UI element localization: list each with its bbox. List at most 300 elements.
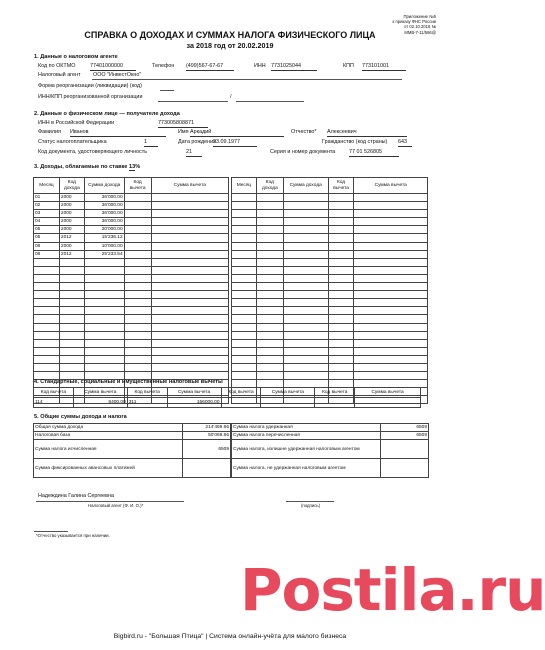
deduction-code-cell [328, 250, 354, 258]
income-code-cell: 2000 [59, 218, 84, 226]
deduction-code-cell [328, 299, 354, 307]
month-cell [232, 194, 257, 202]
deduction-code-cell [328, 234, 354, 242]
income-code-cell [59, 339, 84, 347]
oktmo-value: 77401000000 [90, 63, 136, 71]
table-row [34, 202, 229, 210]
month-cell [232, 210, 257, 218]
income-amount-cell [283, 218, 328, 226]
income-code-cell [59, 266, 84, 274]
month-cell: 05 [34, 226, 60, 234]
income-amount-cell [283, 274, 328, 282]
month-cell [232, 299, 257, 307]
deduction-code-cell [124, 234, 151, 242]
table-row [232, 210, 428, 218]
tax-rate: 13 [128, 164, 136, 170]
name-value: Аркадий [190, 129, 284, 137]
table-row [232, 315, 428, 323]
withheld-value: 6509 [381, 424, 429, 432]
income-code-cell [256, 299, 283, 307]
deductions-table [33, 387, 421, 408]
deduction-code-cell [124, 242, 151, 250]
deduction-amount-cell [151, 339, 228, 347]
deduction-amount-cell [151, 258, 228, 266]
income-amount-cell [84, 355, 124, 363]
deduction-amount-cell [151, 315, 228, 323]
table-row [232, 323, 428, 331]
income-code-cell [256, 372, 283, 380]
col-deduction-amount-right: Сумма вычета [354, 178, 428, 194]
deduction-amount-cell [151, 355, 228, 363]
income-amount-cell [283, 266, 328, 274]
excess-withheld-value [381, 440, 429, 459]
deduction-code-cell [124, 266, 151, 274]
income-code-cell [59, 307, 84, 315]
transferred-label: Сумма налога перечисленная [232, 432, 381, 440]
deduction-amount-cell [354, 210, 428, 218]
income-amount-cell [283, 210, 328, 218]
deduction-amount-cell [151, 307, 228, 315]
income-amount-cell [84, 291, 124, 299]
deduction-code-cell [124, 323, 151, 331]
tax-base-value: 50'069.66 [183, 432, 231, 440]
deduction-amount-cell [151, 299, 228, 307]
deduction-amount-cell [151, 323, 228, 331]
table-row [34, 299, 229, 307]
deduction-code-cell [328, 315, 354, 323]
table-row [34, 274, 229, 282]
income-amount-cell [84, 363, 124, 371]
deduction-amount-cell [354, 339, 428, 347]
deduction-amount-header-2: Сумма вычета [167, 388, 221, 398]
doc-code-label: Код документа, удостоверяющего личность [38, 149, 148, 155]
income-amount-cell [84, 315, 124, 323]
table-row [232, 299, 428, 307]
reorg-label: Форма реорганизации (ликвидации) (код) [38, 83, 142, 89]
tax-calc-label: Сумма налога исчисленная [34, 440, 183, 459]
table-row [232, 226, 428, 234]
agent-caption: Налоговый агент (Ф. И. О.)* [88, 503, 144, 508]
deduction-code-cell [328, 347, 354, 355]
income-amount-cell [84, 266, 124, 274]
table-row [34, 218, 229, 226]
deduction-code-cell [328, 274, 354, 282]
month-cell [34, 363, 60, 371]
deduction-amount-cell [354, 258, 428, 266]
person-inn-label: ИНН в Российской Федерации [38, 120, 115, 126]
income-amount-cell [283, 234, 328, 242]
section2-heading: 2. Данные о физическом лице — получателе дохода [34, 111, 180, 117]
income-amount-cell: 25'233.54 [84, 250, 124, 258]
not-withheld-label: Сумма налога, не удержанная налоговым агентом [232, 459, 381, 478]
deduction-code-cell [328, 218, 354, 226]
deduction-amount-cell [354, 347, 428, 355]
deduction-code-cell [124, 315, 151, 323]
income-amount-cell [283, 202, 328, 210]
citizenship-label: Гражданство (код страны) [322, 139, 388, 145]
col-month-right: Месяц [232, 178, 257, 194]
month-cell [232, 242, 257, 250]
month-cell [232, 323, 257, 331]
income-amount-cell: 15'236.12 [84, 234, 124, 242]
deduction-amount-cell [354, 283, 428, 291]
income-amount-cell [283, 339, 328, 347]
withheld-label: Сумма налога удержанная [232, 424, 381, 432]
deduction-amount-cell [151, 291, 228, 299]
income-code-cell: 2000 [59, 226, 84, 234]
deduction-amount-header-1: Сумма вычета [73, 388, 127, 398]
col-income-code-right: Код дохода [256, 178, 283, 194]
percent-sign: % [135, 164, 141, 170]
deduction-code-header-4: Код вычета [315, 388, 355, 398]
appendix-note: Приложение №5 к приказу ФНС России от 02.10.2018 № ММВ-7-11/566@ [392, 14, 436, 35]
deduction-amount-cell [354, 234, 428, 242]
month-cell [34, 258, 60, 266]
table-row [34, 331, 229, 339]
income-code-cell [256, 283, 283, 291]
reorg-inn-label: ИНН/КПП реорганизованной организации [38, 94, 143, 100]
month-cell: 06 [34, 250, 60, 258]
table-row [232, 339, 428, 347]
doc-series-label: Серия и номер документа [270, 149, 336, 155]
deduction-amount-2: 156000.00 [167, 398, 221, 408]
month-cell [34, 323, 60, 331]
deduction-amount-cell [354, 218, 428, 226]
deduction-code-cell [124, 250, 151, 258]
fixed-advance-label: Сумма фиксированных авансовых платежей [34, 459, 183, 478]
income-amount-cell [283, 291, 328, 299]
income-amount-cell [283, 226, 328, 234]
month-cell [232, 266, 257, 274]
income-amount-cell [283, 347, 328, 355]
deduction-amount-header-4: Сумма вычета [355, 388, 421, 398]
month-cell [232, 283, 257, 291]
col-deduction-amount: Сумма вычета [151, 178, 228, 194]
income-code-cell [256, 339, 283, 347]
table-row [232, 258, 428, 266]
deduction-amount-cell [151, 226, 228, 234]
section4-heading: 4. Стандартные, социальные и имущественные налоговые вычеты [34, 379, 223, 385]
month-cell [232, 291, 257, 299]
deduction-amount-cell [151, 266, 228, 274]
deduction-code-cell [124, 194, 151, 202]
month-cell [232, 315, 257, 323]
deduction-amount-4 [355, 398, 421, 408]
income-amount-cell [283, 363, 328, 371]
deduction-amount-cell [151, 347, 228, 355]
dob-label: Дата рождения [178, 139, 217, 145]
income-code-cell [256, 210, 283, 218]
deduction-code-header-2: Код вычета [127, 388, 167, 398]
income-amount-cell [283, 355, 328, 363]
agent-inn-label: ИНН [254, 63, 266, 69]
table-row [34, 258, 229, 266]
table-row [34, 347, 229, 355]
deduction-code-cell [328, 339, 354, 347]
deduction-code-cell [328, 363, 354, 371]
income-code-cell [256, 291, 283, 299]
deduction-code-cell [328, 291, 354, 299]
deduction-code-cell [124, 218, 151, 226]
col-deduction-code-right: Код вычета [328, 178, 354, 194]
income-code-cell [59, 347, 84, 355]
sign-caption: (подпись) [301, 503, 321, 508]
deduction-code-4 [315, 398, 355, 408]
table-row [232, 242, 428, 250]
income-amount-cell [84, 339, 124, 347]
dob-value: 23.09.1977 [213, 139, 257, 147]
table-row [232, 307, 428, 315]
deduction-code-cell [328, 331, 354, 339]
table-row [34, 323, 229, 331]
col-deduction-code: Код вычета [124, 178, 151, 194]
agent-label: Налоговый агент [38, 72, 81, 78]
not-withheld-value [381, 459, 429, 478]
month-cell [34, 347, 60, 355]
month-cell [34, 299, 60, 307]
deduction-amount-cell [354, 242, 428, 250]
table-row [232, 218, 428, 226]
month-cell [232, 250, 257, 258]
month-cell [232, 339, 257, 347]
citizenship-value: 643 [398, 139, 412, 147]
income-amount-cell [283, 331, 328, 339]
month-cell: 01 [34, 194, 60, 202]
income-code-cell [256, 307, 283, 315]
income-table-right [231, 177, 428, 404]
income-code-cell [256, 274, 283, 282]
deduction-amount-cell [151, 210, 228, 218]
table-row [232, 363, 428, 371]
deduction-amount-cell [354, 372, 428, 380]
income-code-cell [256, 347, 283, 355]
table-row [232, 355, 428, 363]
income-amount-cell [283, 299, 328, 307]
month-cell [232, 355, 257, 363]
table-row [232, 250, 428, 258]
income-code-cell: 2012 [59, 250, 84, 258]
income-code-cell [256, 202, 283, 210]
deduction-amount-cell [151, 250, 228, 258]
tax-base-label: Налоговая база [34, 432, 183, 440]
table-row [34, 283, 229, 291]
income-amount-cell: 36'000.00 [84, 194, 124, 202]
kpp-value: 773101001 [362, 63, 406, 71]
month-cell: 02 [34, 202, 60, 210]
table-row [34, 339, 229, 347]
phone-label: Телефон [152, 63, 175, 69]
table-row [232, 372, 428, 380]
deduction-amount-3 [261, 398, 315, 408]
income-code-cell [59, 291, 84, 299]
deduction-code-cell [328, 307, 354, 315]
col-month: Месяц [34, 178, 60, 194]
deduction-code-cell [124, 291, 151, 299]
deduction-code-cell [328, 283, 354, 291]
month-cell [34, 307, 60, 315]
month-cell: 03 [34, 210, 60, 218]
income-code-cell [59, 299, 84, 307]
income-code-cell [59, 258, 84, 266]
deduction-code-cell [328, 226, 354, 234]
income-code-cell [59, 323, 84, 331]
income-code-cell: 2000 [59, 202, 84, 210]
deduction-code-cell [124, 331, 151, 339]
section1-heading: 1. Данные о налоговом агенте [34, 54, 118, 60]
table-row [34, 355, 229, 363]
month-cell [34, 291, 60, 299]
doc-code-value: 21 [186, 149, 202, 157]
excess-withheld-label: Сумма налога, излишне удержанная налоговым агентом [232, 440, 381, 459]
person-inn-value: 773005808871 [158, 120, 208, 128]
month-cell [232, 258, 257, 266]
agent-value: ООО "ИнвестОкно" [93, 72, 142, 78]
table-row [34, 226, 229, 234]
deduction-amount-cell [354, 226, 428, 234]
table-row [232, 274, 428, 282]
deduction-amount-cell [151, 363, 228, 371]
income-code-cell [256, 323, 283, 331]
table-row [232, 234, 428, 242]
month-cell [34, 266, 60, 274]
deduction-code-header-1: Код вычета [34, 388, 74, 398]
income-amount-cell [84, 307, 124, 315]
income-code-cell [59, 355, 84, 363]
total-income-label: Общая сумма дохода [34, 424, 183, 432]
section5-heading: 5. Общие суммы дохода и налога [34, 414, 127, 420]
month-cell [232, 234, 257, 242]
table-row [232, 331, 428, 339]
income-code-cell [256, 355, 283, 363]
deduction-amount-cell [151, 242, 228, 250]
table-row [232, 291, 428, 299]
deduction-code-cell [124, 202, 151, 210]
month-cell [232, 331, 257, 339]
table-row [34, 291, 229, 299]
document-subtitle: за 2018 год от 20.02.2019 [186, 41, 274, 50]
patronymic-value: Алексеевич [327, 129, 407, 137]
income-amount-cell [84, 347, 124, 355]
deduction-code-cell [328, 194, 354, 202]
postila-watermark: Postila.ru [240, 556, 545, 624]
deduction-amount-cell [151, 202, 228, 210]
month-cell: 06 [34, 242, 60, 250]
deduction-code-cell [124, 258, 151, 266]
deduction-code-header-3: Код вычета [221, 388, 261, 398]
col-income-amount-right: Сумма дохода [283, 178, 328, 194]
income-amount-cell [84, 258, 124, 266]
income-amount-cell [84, 274, 124, 282]
income-code-cell [59, 274, 84, 282]
deduction-code-cell [328, 372, 354, 380]
income-amount-cell [283, 258, 328, 266]
income-amount-cell: 36'000.00 [84, 202, 124, 210]
month-cell [34, 355, 60, 363]
col-income-amount: Сумма дохода [84, 178, 124, 194]
month-cell [232, 274, 257, 282]
income-amount-cell [283, 323, 328, 331]
deduction-code-cell [124, 355, 151, 363]
deduction-amount-cell [151, 218, 228, 226]
deduction-code-cell [124, 210, 151, 218]
footnote: *Отчество указывается при наличии. [36, 533, 110, 538]
income-code-cell [59, 331, 84, 339]
deduction-amount-cell [151, 274, 228, 282]
month-cell [232, 347, 257, 355]
tax-calc-value: 6509 [183, 440, 231, 459]
table-row [232, 202, 428, 210]
deduction-amount-cell [354, 202, 428, 210]
income-code-cell [256, 194, 283, 202]
income-code-cell [256, 258, 283, 266]
income-code-cell [256, 242, 283, 250]
table-row [34, 307, 229, 315]
deduction-code-cell [124, 363, 151, 371]
income-code-cell [59, 283, 84, 291]
month-cell: 04 [34, 218, 60, 226]
deduction-code-cell [124, 339, 151, 347]
month-cell [232, 372, 257, 380]
income-amount-cell: 20'000.00 [84, 226, 124, 234]
col-income-code: Код дохода [59, 178, 84, 194]
deduction-amount-cell [354, 291, 428, 299]
deduction-amount-cell [354, 299, 428, 307]
income-code-cell [59, 363, 84, 371]
agent-inn-value: 7731025044 [271, 63, 317, 71]
deduction-amount-cell [354, 363, 428, 371]
income-amount-cell [283, 307, 328, 315]
deduction-amount-cell [354, 307, 428, 315]
section3-heading-text: 3. Доходы, облагаемые по ставке [34, 164, 129, 170]
table-row [232, 194, 428, 202]
totals-table-left [33, 423, 231, 478]
table-row [232, 283, 428, 291]
surname-label: Фамилия [38, 129, 61, 135]
income-code-cell [256, 250, 283, 258]
deduction-code-cell [328, 266, 354, 274]
footer-caption: Bigbird.ru - "Большая Птица" | Система онлайн-учёта для малого бизнеса [113, 633, 347, 640]
month-cell [232, 218, 257, 226]
deduction-amount-cell [354, 355, 428, 363]
status-value: 1 [144, 139, 158, 147]
deduction-code-cell [328, 355, 354, 363]
surname-value: Иванов [70, 129, 166, 137]
table-row [34, 250, 229, 258]
signatory-name: Надеждина Галина Сергеевна [38, 493, 115, 499]
month-cell [34, 283, 60, 291]
fixed-advance-value [183, 459, 231, 478]
income-amount-cell: 10'000.00 [84, 242, 124, 250]
month-cell [34, 315, 60, 323]
deduction-code-cell [328, 242, 354, 250]
income-table-left [33, 177, 229, 404]
deduction-code-cell [124, 347, 151, 355]
income-amount-cell: 36'000.00 [84, 218, 124, 226]
income-amount-cell [283, 250, 328, 258]
deduction-code-cell [124, 299, 151, 307]
month-cell [232, 202, 257, 210]
deduction-amount-cell [151, 194, 228, 202]
table-row [34, 194, 229, 202]
month-cell [232, 226, 257, 234]
table-row [34, 363, 229, 371]
deduction-amount-cell [354, 323, 428, 331]
deduction-amount-cell [151, 234, 228, 242]
month-cell: 05 [34, 234, 60, 242]
section3-heading [34, 164, 140, 170]
income-code-cell [256, 363, 283, 371]
income-amount-cell [283, 194, 328, 202]
